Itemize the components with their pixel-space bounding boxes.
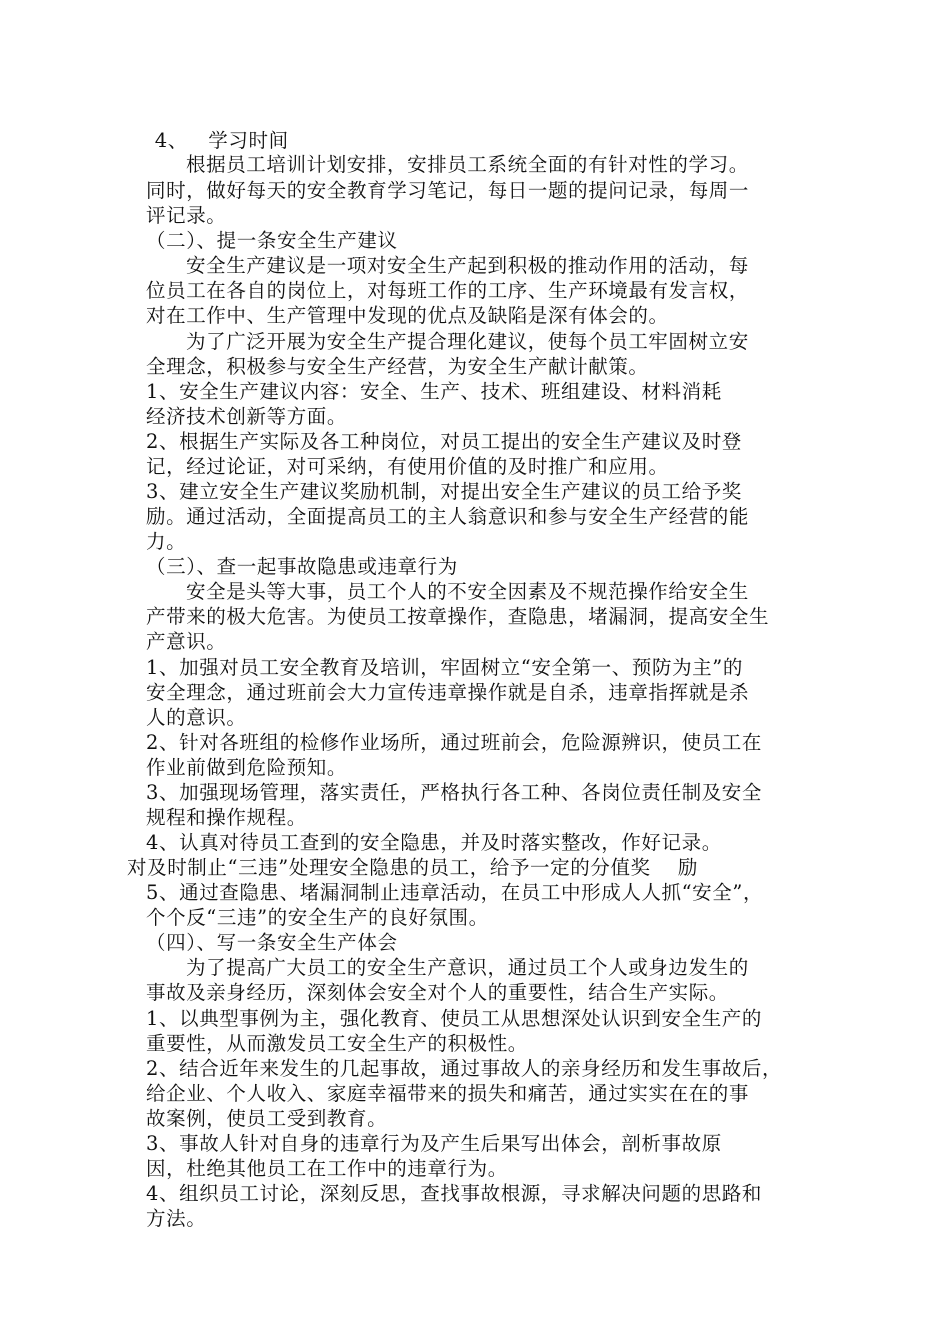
text-line: 2、根据生产实际及各工种岗位，对员工提出的安全生产建议及时登 [146, 430, 742, 453]
text-line: 3、加强现场管理，落实责任，严格执行各工种、各岗位责任制及安全 [146, 781, 763, 804]
text-line: 全理念，积极参与安全生产经营，为安全生产献计献策。 [146, 355, 649, 378]
text-line: 1、以典型事例为主，强化教育、使员工从思想深处认识到安全生产的 [146, 1007, 763, 1030]
text-line: 给企业、个人收入、家庭幸福带来的损失和痛苦，通过实实在在的事 [146, 1082, 750, 1105]
text-line: 故案例，使员工受到教育。 [146, 1107, 388, 1130]
text-line: 为了提高广大员工的安全生产意识，通过员工个人或身边发生的 [186, 956, 749, 979]
text-line: 对及时制止“三违”处理安全隐患的员工，给予一定的分值奖 励 [127, 856, 698, 879]
text-line: 对在工作中、生产管理中发现的优点及缺陷是深有体会的。 [146, 304, 669, 327]
text-line: 方法。 [146, 1207, 207, 1230]
text-line: 评记录。 [146, 204, 227, 227]
text-line: 安全理念，通过班前会大力宣传违章操作就是自杀，违章指挥就是杀 [146, 681, 750, 704]
section-heading: （三）、查一起事故隐患或违章行为 [146, 555, 458, 578]
text-line: 4、认真对待员工查到的安全隐患，并及时落实整改，作好记录。 [146, 831, 722, 854]
text-line: 5、通过查隐患、堵漏洞制止违章活动，在员工中形成人人抓“安全”， [146, 881, 764, 904]
text-line: 根据员工培训计划安排，安排员工系统全面的有针对性的学习。 [186, 153, 749, 176]
text-line: 2、针对各班组的检修作业场所，通过班前会，危险源辨识，使员工在 [146, 731, 763, 754]
text-line: 事故及亲身经历，深刻体会安全对个人的重要性，结合生产实际。 [146, 981, 729, 1004]
text-line: 产意识。 [146, 630, 227, 653]
section-heading: （二）、提一条安全生产建议 [146, 229, 398, 252]
text-line: 同时，做好每天的安全教育学习笔记，每日一题的提问记录，每周一 [146, 179, 750, 202]
text-line: 3、事故人针对自身的违章行为及产生后果写出体会，剖析事故原 [146, 1132, 722, 1155]
text-line: 经济技术创新等方面。 [146, 405, 348, 428]
text-line: 人的意识。 [146, 706, 247, 729]
section-heading: （四）、写一条安全生产体会 [146, 931, 398, 954]
text-line: 1、加强对员工安全教育及培训，牢固树立“安全第一、预防为主”的 [146, 656, 743, 679]
text-line: 位员工在各自的岗位上，对每班工作的工序、生产环境最有发言权， [146, 279, 750, 302]
text-line: 重要性，从而激发员工安全生产的积极性。 [146, 1032, 528, 1055]
text-line: 规程和操作规程。 [146, 806, 307, 829]
text-line: 4、组织员工讨论，深刻反思，查找事故根源，寻求解决问题的思路和 [146, 1182, 763, 1205]
text-line: 因，杜绝其他员工在工作中的违章行为。 [146, 1157, 508, 1180]
text-line: 励。通过活动，全面提高员工的主人翁意识和参与安全生产经营的能 [146, 505, 750, 528]
text-line: 记，经过论证，对可采纳，有使用价值的及时推广和应用。 [146, 455, 669, 478]
text-line: 力。 [146, 530, 187, 553]
text-line: 4、 学习时间 [148, 129, 289, 152]
text-line: 1、安全生产建议内容：安全、生产、技术、班组建设、材料消耗 [146, 380, 722, 403]
text-line: 为了广泛开展为安全生产提合理化建议，使每个员工牢固树立安 [186, 330, 749, 353]
text-line: 个个反“三违”的安全生产的良好氛围。 [146, 906, 489, 929]
text-line: 产带来的极大危害。为使员工按章操作，查隐患，堵漏洞，提高安全生 [146, 605, 770, 628]
text-line: 2、结合近年来发生的几起事故，通过事故人的亲身经历和发生事故后， [146, 1057, 783, 1080]
text-line: 安全是头等大事，员工个人的不安全因素及不规范操作给安全生 [186, 580, 749, 603]
text-line: 3、建立安全生产建议奖励机制，对提出安全生产建议的员工给予奖 [146, 480, 742, 503]
text-line: 作业前做到危险预知。 [146, 756, 348, 779]
text-line: 安全生产建议是一项对安全生产起到积极的推动作用的活动，每 [186, 254, 749, 277]
